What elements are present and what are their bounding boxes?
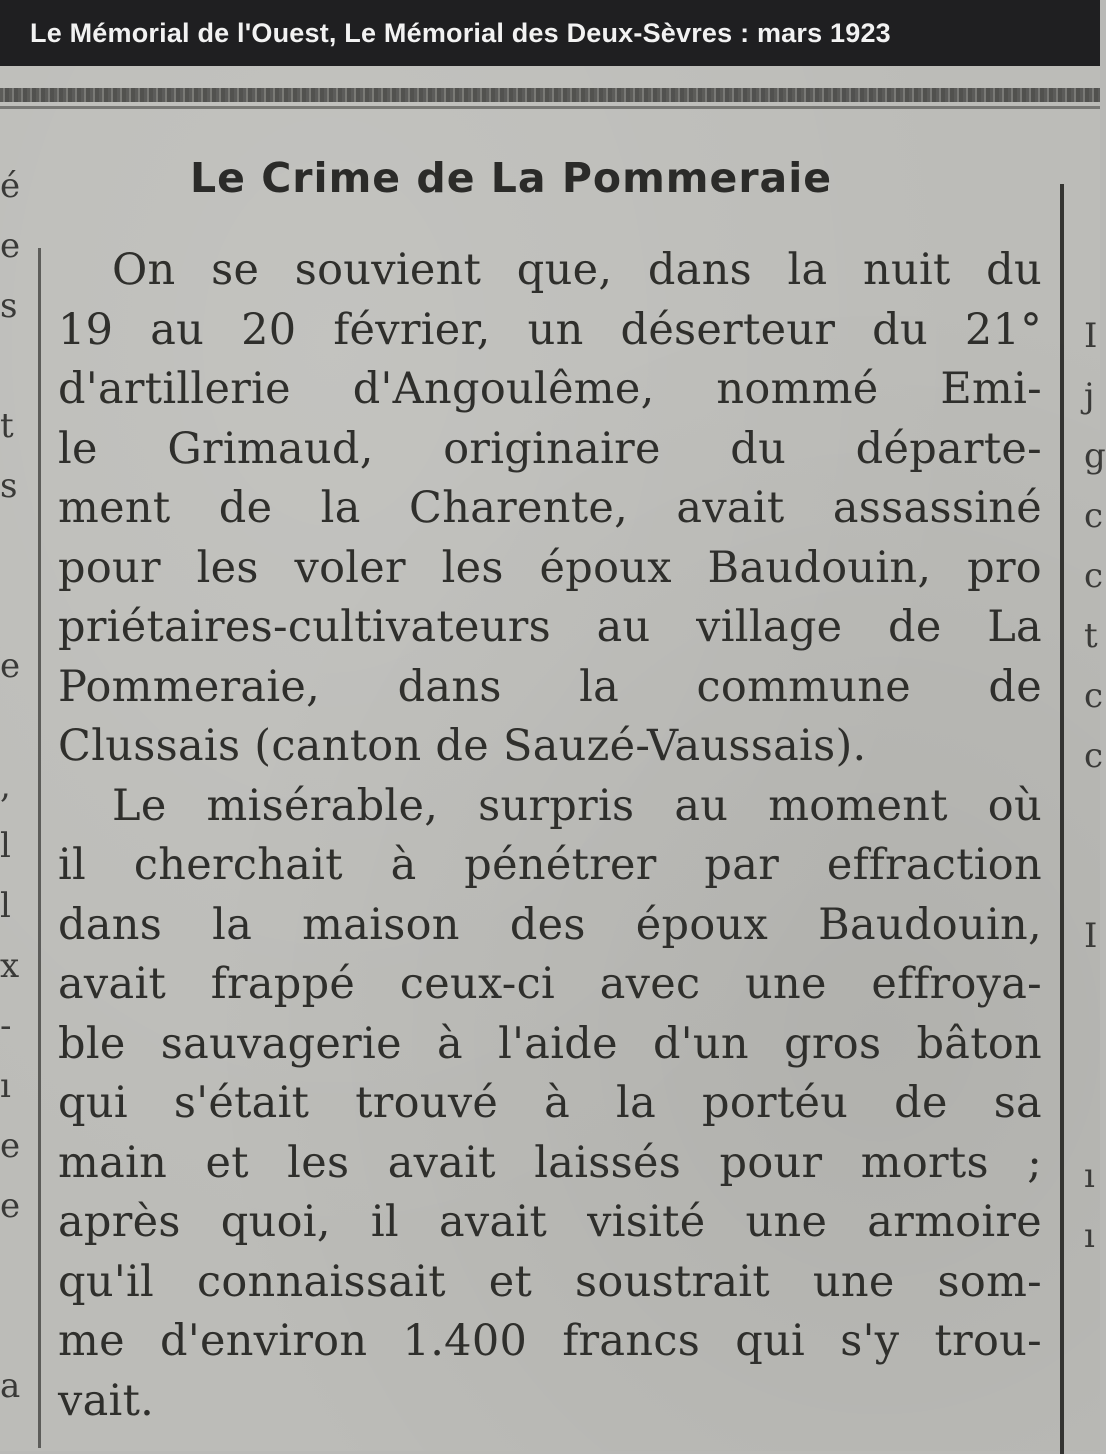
right-column-fragment-letter: c [1084, 676, 1104, 716]
left-column-fragment-letter: ı [0, 1066, 11, 1106]
page-title: Le Mémorial de l'Ouest, Le Mémorial des Deux-Sèvres : mars 1923 [30, 17, 891, 48]
right-column-fragment-letter: ı [1084, 1156, 1095, 1196]
right-column-fragment-letter: ı [1084, 1216, 1095, 1256]
article-line: Clussais (canton de Sauzé-Vaussais). [58, 721, 867, 771]
right-column-fragment-letter: c [1084, 496, 1104, 536]
article-line: d'artillerie d'Angoulême, nommé Emi- [58, 364, 1042, 414]
left-column-fragment-letter: , [0, 766, 11, 806]
newspaper-scan [0, 66, 1106, 1451]
article-line: dans la maison des époux Baudouin, [58, 899, 1042, 950]
left-column-fragment-letter: s [0, 286, 18, 326]
top-rule-thin [0, 106, 1100, 109]
column-rule-left [38, 248, 41, 1448]
article-line: le Grimaud, originaire du départe- [58, 423, 1042, 474]
article-line: Pommeraie, dans la commune de [58, 661, 1042, 712]
right-column-fragment-letter [1084, 1026, 1104, 1086]
left-column-fragment-letter: - [0, 1006, 12, 1046]
article-line: main et les avait laissés pour morts ; [58, 1137, 1042, 1188]
right-column-fragment-letter: t [1084, 616, 1098, 656]
left-column-fragment-letter [0, 696, 24, 756]
left-column-fragment-letter: e [0, 1126, 21, 1166]
article-line: me d'environ 1.400 francs qui s'y trou- [58, 1316, 1042, 1366]
article-line: 19 au 20 février, un déserteur du 21° [58, 304, 1042, 355]
article-line: pour les voler les époux Baudouin, pro [58, 542, 1042, 593]
left-column-fragment-letter: e [0, 226, 21, 266]
left-column-fragment-letter: e [0, 1186, 21, 1226]
right-column-fragment-letter [1084, 786, 1104, 846]
left-column-fragment-letter: e [0, 646, 21, 686]
right-column-fragment [1084, 306, 1104, 1266]
right-column-fragment-letter: c [1084, 736, 1104, 776]
left-column-fragment-letter: s [0, 466, 18, 506]
article-line: vait. [58, 1375, 155, 1426]
right-column-fragment-letter: I [1084, 316, 1098, 356]
left-column-fragment [0, 156, 24, 1416]
right-column-fragment-letter [1084, 966, 1104, 1026]
top-rule [0, 88, 1100, 102]
article-line: il cherchait à pénétrer par effraction [58, 840, 1042, 890]
left-column-fragment-letter: l [0, 826, 11, 866]
article-line: Le misérable, surpris au moment où [112, 780, 1042, 831]
column-rule-right [1060, 184, 1064, 1454]
right-column-fragment-letter: c [1084, 556, 1104, 596]
left-column-fragment-letter: t [0, 406, 14, 446]
left-column-fragment-letter: é [0, 166, 21, 206]
article-body [58, 241, 1042, 1431]
left-column-fragment-letter [0, 516, 24, 576]
left-column-fragment-letter [0, 1236, 24, 1296]
right-column-fragment-letter: g [1084, 436, 1106, 476]
right-column-fragment-letter: I [1084, 916, 1098, 956]
left-column-fragment-letter [0, 576, 24, 636]
article-line: avait frappé ceux-ci avec une effroya- [58, 959, 1042, 1009]
title-bar [0, 0, 1100, 66]
left-column-fragment-letter [0, 1296, 24, 1356]
right-column-fragment-letter: j [1084, 376, 1095, 416]
article-line: ment de la Charente, avait assassiné [58, 483, 1042, 533]
right-column-fragment-letter [1084, 1086, 1104, 1146]
left-column-fragment-letter: l [0, 886, 11, 926]
article-line: ble sauvagerie à l'aide d'un gros bâton [58, 1018, 1042, 1069]
article-line: qu'il connaissait et soustrait une som- [58, 1256, 1042, 1307]
article-line: qui s'était trouvé à la portéu de sa [58, 1078, 1042, 1128]
right-column-fragment-letter [1084, 846, 1104, 906]
left-column-fragment-letter [0, 336, 24, 396]
left-column-fragment-letter: a [0, 1366, 21, 1406]
article-line: On se souvient que, dans la nuit du [112, 245, 1042, 295]
article-line: priétaires-cultivateurs au village de La [58, 602, 1042, 652]
article-line: après quoi, il avait visité une armoire [58, 1197, 1042, 1247]
article-headline: Le Crime de La Pommeraie [190, 154, 833, 202]
left-column-fragment-letter: x [0, 946, 20, 986]
